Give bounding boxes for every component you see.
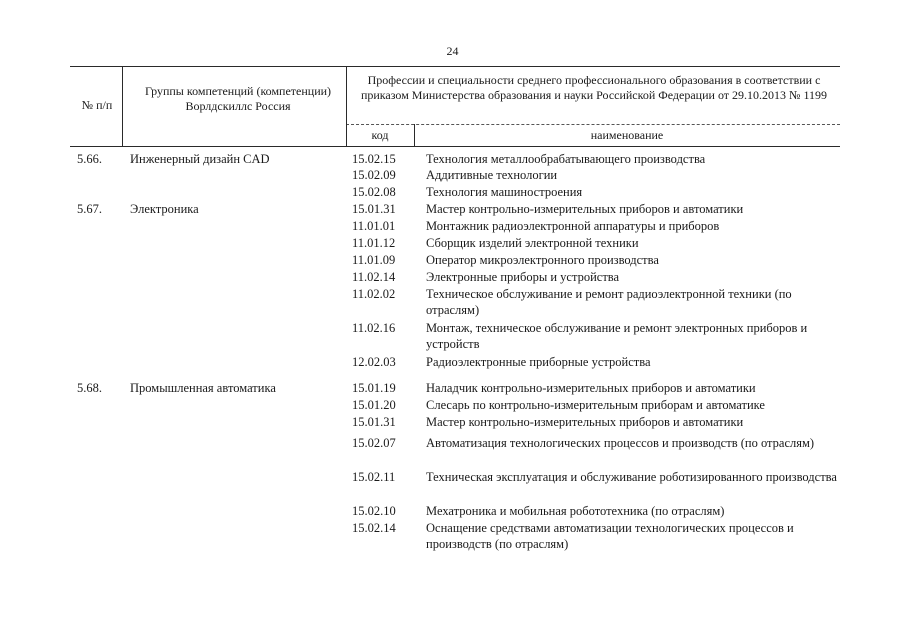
specialty-code: 15.01.31 [352, 415, 396, 429]
col-divider-1 [122, 66, 123, 146]
specialty-code: 11.01.01 [352, 219, 396, 233]
specialty-name: Сборщик изделий электронной техники [426, 236, 639, 250]
specialty-name: Радиоэлектронные приборные устройства [426, 355, 651, 369]
specialty-code: 15.01.19 [352, 381, 396, 395]
specialty-code: 11.02.16 [352, 321, 396, 335]
specialty-name: Аддитивные технологии [426, 168, 558, 182]
specialty-code: 11.02.14 [352, 270, 396, 284]
header-subrule [346, 124, 840, 125]
header-col-prof: Профессии и специальности среднего профессионального образования в соответствии с приказом Министерства образования и науки Российской Федерации от 29.10.2013 № 1199 [360, 73, 828, 102]
specialty-name: Техническое обслуживание и ремонт радиоэлектронной техники (по отраслям) [426, 287, 792, 317]
specialty-name: Наладчик контрольно-измерительных приборов и автоматики [426, 381, 756, 395]
header-col-code: код [371, 128, 389, 142]
header-bottom-rule [70, 146, 840, 147]
specialty-code: 15.02.14 [352, 521, 396, 535]
group-name: Промышленная автоматика [130, 381, 276, 395]
specialty-code: 15.01.31 [352, 202, 396, 216]
specialty-code: 11.01.09 [352, 253, 396, 267]
page-number: 24 [446, 44, 459, 58]
header-col-group: Группы компетенций (компетенции) Ворлдскиллс Россия [144, 84, 332, 113]
group-number: 5.67. [77, 202, 102, 216]
specialty-code: 15.02.11 [352, 470, 396, 484]
group-number: 5.68. [77, 381, 102, 395]
specialty-name: Монтаж, техническое обслуживание и ремонт электронных приборов и устройств [426, 321, 808, 351]
specialty-name: Монтажник радиоэлектронной аппаратуры и приборов [426, 219, 720, 233]
specialty-name: Оператор микроэлектронного производства [426, 253, 659, 267]
specialty-code: 15.02.15 [352, 152, 396, 166]
specialty-name: Мастер контрольно-измерительных приборов и автоматики [426, 202, 744, 216]
specialty-code: 11.01.12 [352, 236, 396, 250]
specialty-name: Оснащение средствами автоматизации технологических процессов и производств (по отраслям) [426, 521, 794, 551]
specialty-code: 15.02.07 [352, 436, 396, 450]
specialty-name: Электронные приборы и устройства [426, 270, 620, 284]
group-number: 5.66. [77, 152, 102, 166]
specialty-code: 15.02.10 [352, 504, 396, 518]
specialty-name: Мехатроника и мобильная робототехника (по отраслям) [426, 504, 725, 518]
specialty-name: Технология металлообрабатывающего производства [426, 152, 706, 166]
header-col-name: наименование [590, 128, 664, 142]
specialty-code: 15.01.20 [352, 398, 396, 412]
specialty-code: 15.02.08 [352, 185, 396, 199]
specialty-name: Техническая эксплуатация и обслуживание роботизированного производства [426, 470, 837, 484]
specialty-name: Автоматизация технологических процессов и производств (по отраслям) [426, 436, 815, 450]
specialty-name: Слесарь по контрольно-измерительным приборам и автоматике [426, 398, 765, 412]
group-name: Электроника [130, 202, 199, 216]
specialty-code: 15.02.09 [352, 168, 396, 182]
group-name: Инженерный дизайн CAD [130, 152, 270, 166]
table-top-rule [70, 66, 840, 67]
specialty-name: Технология машиностроения [426, 185, 583, 199]
header-col-num: № п/п [81, 98, 113, 112]
specialty-code: 11.02.02 [352, 287, 396, 301]
specialty-code: 12.02.03 [352, 355, 396, 369]
specialty-name: Мастер контрольно-измерительных приборов и автоматики [426, 415, 744, 429]
